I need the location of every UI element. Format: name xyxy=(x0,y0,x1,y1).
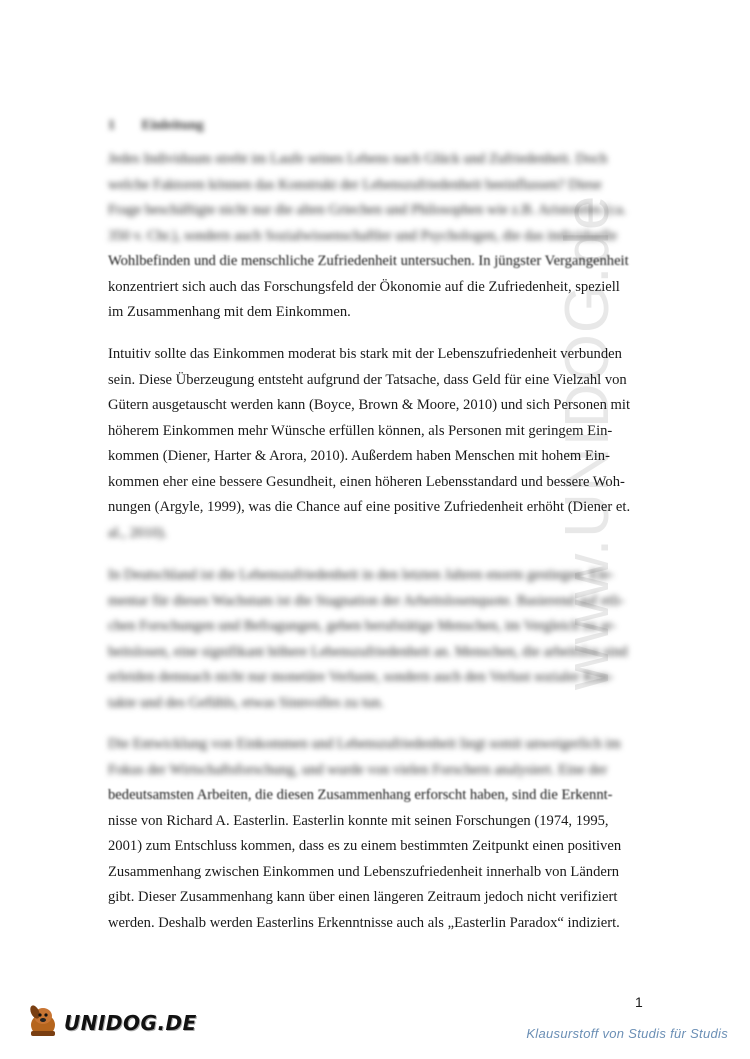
unidog-logo[interactable] xyxy=(26,1003,197,1043)
text-line: im Zusammenhang mit dem Einkommen. xyxy=(108,304,351,320)
blurred-line: Die Entwicklung von Einkommen und Lebenszufriedenheit liegt somit unweigerlich im xyxy=(108,736,621,752)
text-line: nungen (Argyle, 1999), was die Chance auf eine positive Zufriedenheit erhöht (Diener et. xyxy=(108,499,631,515)
text-line: Gütern ausgetauscht werden kann (Boyce, Brown & Moore, 2010) und sich Personen mit xyxy=(108,397,631,413)
text-line: Wohlbefinden und die menschliche Zufriedenheit untersuchen. In jüngster Vergangenheit xyxy=(108,253,629,269)
blurred-line: Jedes Individuum strebt im Laufe seines Lebens nach Glück und Zufriedenheit. Doch xyxy=(108,151,608,167)
section-title: Einleitung xyxy=(141,118,204,133)
text-line: sein. Diese Überzeugung entsteht aufgrund der Tatsache, dass Geld für eine Vielzahl von xyxy=(108,371,627,388)
blurred-line: 350 v. Chr.), sondern auch Sozialwissenschaftler und Psychologen, die das individuelle xyxy=(108,227,617,244)
text-line: Intuitiv sollte das Einkommen moderat bis stark mit der Lebenszufriedenheit verbunden xyxy=(108,346,622,362)
blurred-line: erleiden demnach nicht nur monetäre Verluste, sondern auch den Verlust sozialer Kon- xyxy=(108,669,614,685)
footer-tagline: Klausurstoff von Studis für Studis xyxy=(526,1026,728,1041)
blurred-line: Frage beschäftigte nicht nur die alten Griechen und Philosophen wie z.B. Aristoteles (ca. xyxy=(108,202,627,218)
paragraph-2 xyxy=(108,342,643,546)
page-number: 1 xyxy=(635,994,643,1010)
blurred-line: In Deutschland ist die Lebenszufriedenheit in den letzten Jahren enorm gestiegen. Ele- xyxy=(108,567,614,583)
text-line: bedeutsamsten Arbeiten, die diesen Zusammenhang erforscht haben, sind die Erkennt- xyxy=(108,787,613,803)
blurred-line: beitslosen, eine signifikant höhere Lebenszufriedenheit an. Menschen, die arbeitslos sind xyxy=(108,643,628,660)
text-line: höherem Einkommen mehr Wünsche erfüllen können, als Personen mit geringem Ein- xyxy=(108,422,613,439)
text-line: werden. Deshalb werden Easterlins Erkenntnisse auch als „Easterlin Paradox“ indiziert. xyxy=(108,914,620,931)
blurred-line: chen Forschungen und Befragungen, geben berufstätige Menschen, im Vergleich zu ar- xyxy=(108,618,617,634)
blurred-line: Fokus der Wirtschaftsforschung, und wurde von vielen Forschern analysiert. Eine der xyxy=(108,761,608,778)
text-line: nisse von Richard A. Easterlin. Easterlin konnte mit seinen Forschungen (1974, 1995, xyxy=(108,812,609,829)
blurred-line: mentar für dieses Wachstum ist die Stagnation der Arbeitslosenquote. Basierend auf etli- xyxy=(108,592,625,609)
blurred-line: al., 2010). xyxy=(108,524,168,541)
section-number: 1 xyxy=(108,118,115,133)
logo-text: UNIDOG.DE xyxy=(64,1011,197,1035)
blurred-line: takte und des Gefühls, etwas Sinnvolles zu tun. xyxy=(108,694,385,711)
text-line: gibt. Dieser Zusammenhang kann über einen längeren Zeitraum jedoch nicht verifiziert xyxy=(108,889,618,905)
paragraph-1 xyxy=(108,147,643,326)
text-line: 2001) zum Entschluss kommen, dass es zu einem bestimmten Zeitpunkt einen positiven xyxy=(108,838,622,854)
watermark: www.UNIDOG.de xyxy=(553,194,622,690)
section-heading xyxy=(108,118,204,134)
dog-mascot-icon xyxy=(26,1003,60,1044)
paragraph-4 xyxy=(108,732,643,936)
text-line: Zusammenhang zwischen Einkommen und Lebenszufriedenheit innerhalb von Ländern xyxy=(108,863,620,880)
text-line: kommen eher eine bessere Gesundheit, einen höheren Lebensstandard und bessere Woh- xyxy=(108,473,625,490)
text-line: konzentriert sich auch das Forschungsfeld der Ökonomie auf die Zufriedenheit, speziell xyxy=(108,278,620,295)
paragraph-3 xyxy=(108,563,643,716)
text-line: kommen (Diener, Harter & Arora, 2010). Außerdem haben Menschen mit hohem Ein- xyxy=(108,448,610,464)
blurred-line: welche Faktoren können das Konstrukt der Lebenszufriedenheit beeinflussen? Diese xyxy=(108,176,602,193)
